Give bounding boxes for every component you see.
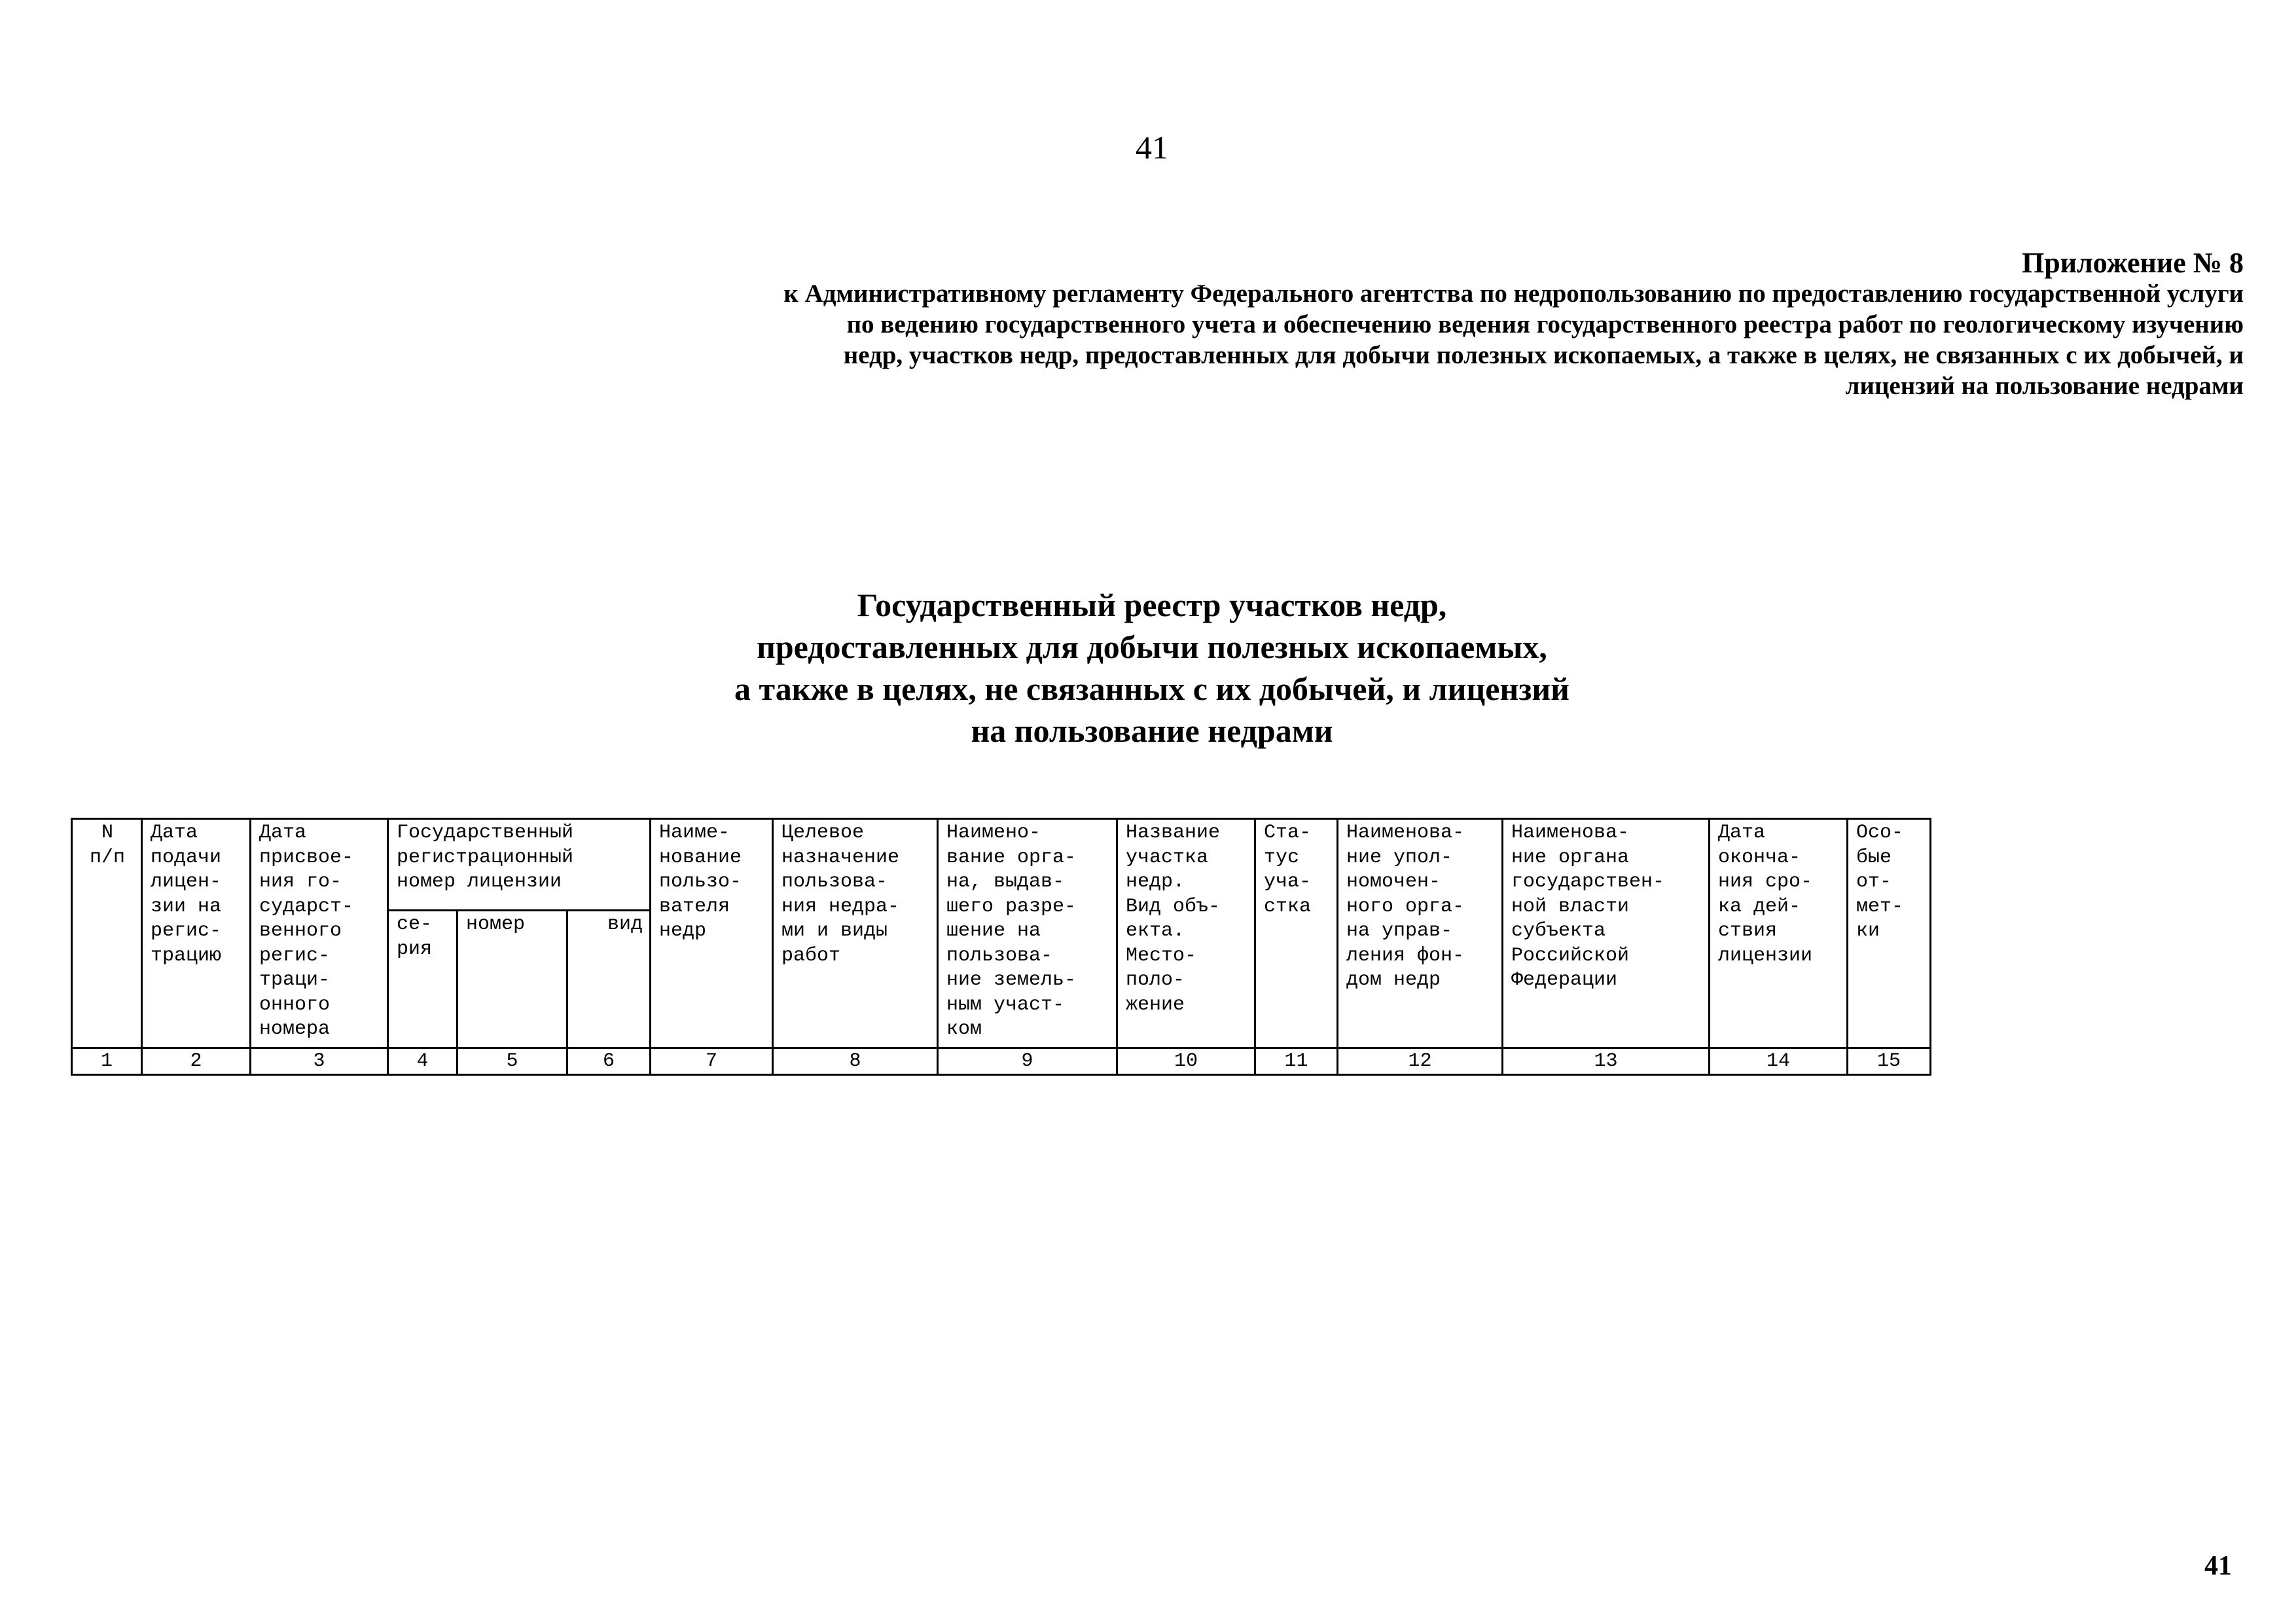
header-registration-date: Дата присвое- ния го- сударст- венного регис- траци- онного номера: [251, 819, 388, 1048]
registry-table: [71, 818, 1931, 1076]
header-license-type: вид: [567, 911, 651, 1048]
column-number: 15: [1848, 1048, 1931, 1075]
header-user-name: Наиме- нование пользо- вателя недр: [651, 819, 773, 1048]
header-license-number: номер: [457, 911, 567, 1048]
header-site-name: Название участка недр. Вид объ- екта. Место- поло- жение: [1117, 819, 1255, 1048]
column-number: 14: [1710, 1048, 1848, 1075]
header-expiry-date: Дата оконча- ния сро- ка дей- ствия лицензии: [1710, 819, 1848, 1048]
table-header-row: [72, 819, 1931, 911]
page-number-top: 41: [1136, 129, 1168, 166]
column-number: 12: [1338, 1048, 1503, 1075]
header-regional-authority: Наименова- ние органа государствен- ной власти субъекта Российской Федерации: [1503, 819, 1710, 1048]
column-number: 4: [388, 1048, 457, 1075]
column-number: 10: [1117, 1048, 1255, 1075]
header-land-authority: Наимено- вание орга- на, выдав- шего разре- шение на пользова- ние земель- ным участ- ком: [938, 819, 1117, 1048]
column-number: 8: [773, 1048, 938, 1075]
column-number: 5: [457, 1048, 567, 1075]
column-number: 13: [1503, 1048, 1710, 1075]
header-series: се- рия: [388, 911, 457, 1048]
column-number: 3: [251, 1048, 388, 1075]
header-site-status: Ста- тус уча- стка: [1255, 819, 1338, 1048]
header-special-notes: Осо- бые от- мет- ки: [1848, 819, 1931, 1048]
column-number: 6: [567, 1048, 651, 1075]
document-title: Государственный реестр участков недр, предоставленных для добычи полезных ископаемых, а также в целях, не связанных с их добычей, и лицензий на пользование недрами: [734, 587, 1570, 749]
appendix-text: к Административному регламенту Федерального агентства по недропользованию по предоставлению государственной услуги по ведению государственного учета и обеспечению ведения государственного реестра работ по геологическому изучению недр, участков недр, предоставленных для добычи полезных ископаемых, а также в целях, не связанных с их добычей, и лицензий на пользование недрами: [783, 280, 2244, 400]
appendix-title: Приложение № 8: [2022, 247, 2244, 279]
header-authorized-body: Наименова- ние упол- номочен- ного орга- на управ- ления фон- дом недр: [1338, 819, 1503, 1048]
header-number: N п/п: [72, 819, 142, 1048]
appendix-block: [655, 247, 2244, 401]
header-purpose: Целевое назначение пользова- ния недра- ми и виды работ: [773, 819, 938, 1048]
header-registration-number-group: Государственный регистрационный номер лицензии: [388, 819, 651, 911]
column-number: 9: [938, 1048, 1117, 1075]
header-application-date: Дата подачи лицен- зии на регис- трацию: [142, 819, 251, 1048]
column-number: 11: [1255, 1048, 1338, 1075]
column-number: 7: [651, 1048, 773, 1075]
column-number: 1: [72, 1048, 142, 1075]
column-number: 2: [142, 1048, 251, 1075]
column-numbers-row: [72, 1048, 1931, 1075]
page-number-bottom: 41: [2204, 1551, 2232, 1581]
